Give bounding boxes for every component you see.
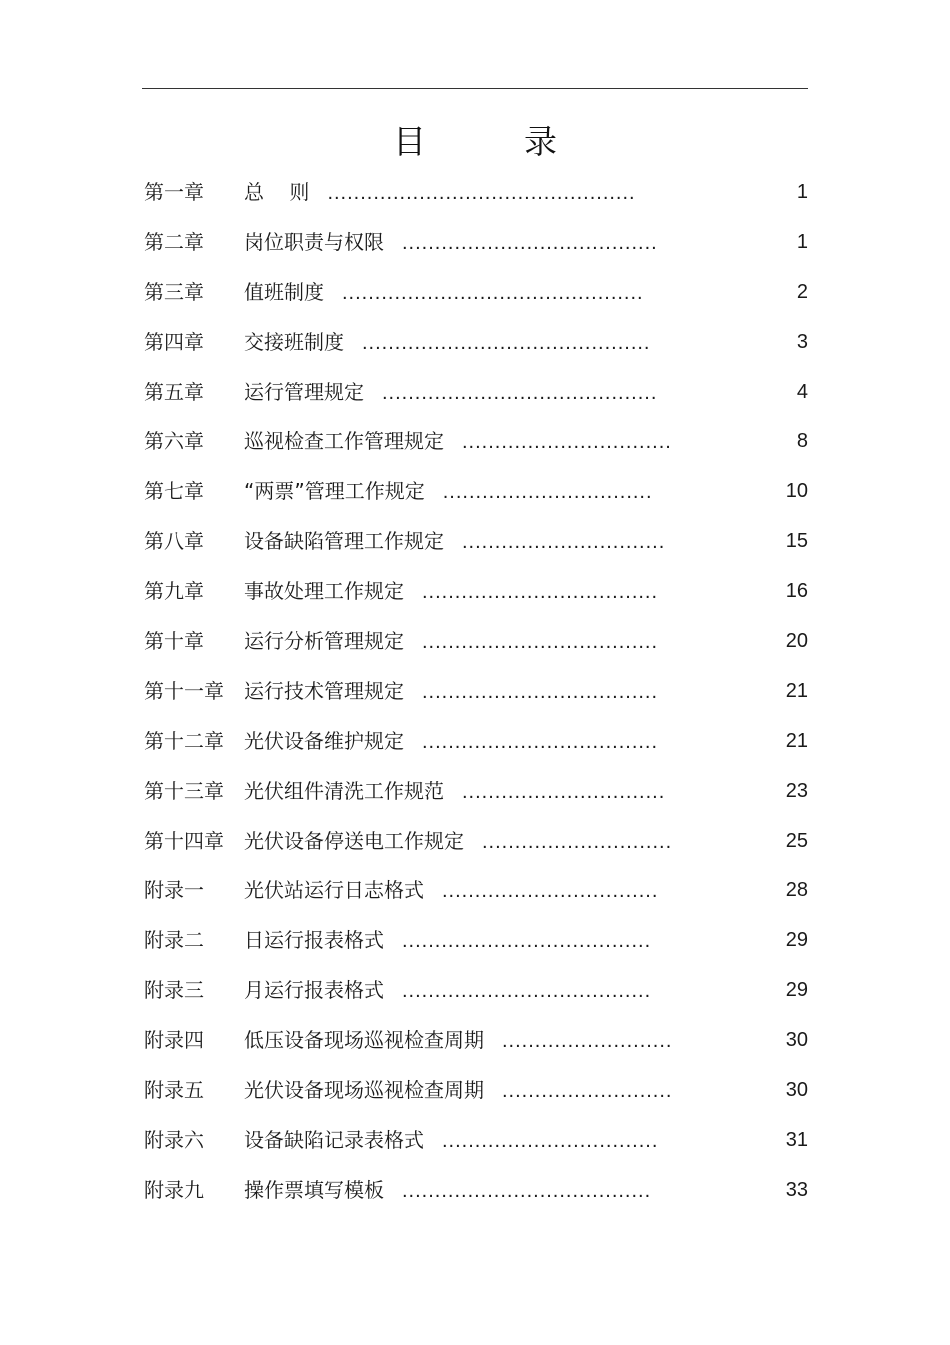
toc-entry-page-number: 16: [785, 580, 808, 603]
toc-entry-title-text: “两票”管理工作规定: [244, 479, 425, 504]
toc-entry-title: [244, 274, 644, 311]
toc-entry[interactable]: [144, 224, 808, 274]
toc-entry-title-text: 操作票填写模板: [244, 1177, 384, 1202]
toc-entry-title-text: 运行分析管理规定: [244, 629, 404, 654]
toc-entry[interactable]: [144, 523, 808, 573]
toc-entry-page-number: 10: [785, 480, 808, 503]
toc-entry-page-number: 21: [785, 729, 808, 752]
toc-entry-page-number: 3: [796, 330, 808, 353]
toc-entry-title: [244, 374, 657, 411]
toc-entry-leader-dots: ....................................: [422, 730, 659, 753]
toc-entry-title-text: 总 则: [244, 180, 310, 204]
toc-entry-title: [244, 1022, 672, 1059]
toc-entry[interactable]: [144, 623, 808, 673]
toc-entry[interactable]: [144, 872, 808, 922]
toc-entry-leader-dots: ................................: [462, 431, 672, 454]
toc-entry-label: 附录九: [144, 1177, 204, 1202]
toc-entry[interactable]: [144, 1072, 808, 1122]
toc-entry-leader-dots: ...............................: [462, 780, 666, 803]
toc-entry-page-number: 15: [785, 530, 808, 553]
toc-entry-title-text: 运行管理规定: [244, 379, 364, 404]
toc-entry-leader-dots: .......................................: [402, 231, 658, 254]
toc-entry-title-text: 日运行报表格式: [244, 928, 384, 953]
toc-entry-title-text: 光伏组件清洗工作规范: [244, 778, 444, 803]
toc-entry-title: [244, 423, 672, 460]
toc-entry-label: 附录五: [144, 1078, 204, 1103]
toc-entry-label: 第十章: [144, 629, 204, 654]
toc-entry-title-text: 交接班制度: [244, 329, 344, 354]
toc-entry-title-text: 低压设备现场巡视检查周期: [244, 1028, 484, 1053]
toc-entry-title: [244, 723, 658, 760]
toc-entry-label: 附录二: [144, 928, 204, 953]
toc-entry-leader-dots: ...............................: [462, 531, 666, 554]
toc-entry-label: 第三章: [144, 279, 204, 304]
toc-entry-title-text: 运行技术管理规定: [244, 678, 404, 703]
toc-entry-label: 附录一: [144, 878, 204, 903]
toc-entry-title-text: 光伏站运行日志格式: [244, 878, 424, 903]
toc-entry-leader-dots: .................................: [442, 1129, 659, 1152]
toc-entry-page-number: 25: [785, 829, 808, 852]
toc-entry-title-text: 月运行报表格式: [244, 978, 384, 1003]
toc-title: [0, 118, 950, 166]
toc-entry-label: 附录四: [144, 1028, 204, 1053]
toc-entry-label: 第六章: [144, 429, 204, 454]
toc-entry[interactable]: [144, 573, 808, 623]
toc-entry-label: 第一章: [144, 180, 204, 204]
toc-entry-title: [244, 872, 658, 909]
toc-entry[interactable]: [144, 1122, 808, 1172]
toc-entry[interactable]: [144, 324, 808, 374]
toc-entry-label: 第九章: [144, 579, 204, 604]
toc-entry-title-text: 设备缺陷记录表格式: [244, 1127, 424, 1152]
toc-entry-leader-dots: ..........................: [502, 1030, 673, 1053]
toc-entry-page-number: 33: [785, 1178, 808, 1201]
toc-entry-title-text: 设备缺陷管理工作规定: [244, 529, 444, 554]
toc-entry-label: 第十一章: [144, 678, 224, 703]
toc-entry-leader-dots: ....................................: [422, 680, 659, 703]
header-rule: [142, 88, 808, 89]
toc-title-char-1: 目: [393, 122, 426, 161]
toc-entry-title-text: 事故处理工作规定: [244, 579, 404, 604]
toc-entry-title-text: 岗位职责与权限: [244, 229, 384, 254]
toc-entry-leader-dots: ..........................................: [382, 381, 658, 404]
toc-entry-title: [244, 972, 651, 1009]
toc-entry[interactable]: [144, 423, 808, 473]
toc-entry-title: [244, 673, 658, 710]
toc-entry-title: [244, 1172, 651, 1209]
toc-entry-label: 附录三: [144, 978, 204, 1003]
toc-entry-page-number: 23: [785, 779, 808, 802]
toc-entry[interactable]: [144, 274, 808, 324]
toc-entry-leader-dots: ................................: [442, 481, 653, 504]
toc-entry-label: 第十二章: [144, 728, 224, 753]
toc-entry-leader-dots: ....................................: [422, 631, 659, 654]
toc-entry-title: [244, 922, 651, 959]
toc-entry-label: 第七章: [144, 479, 204, 504]
toc-entry-page-number: 8: [796, 430, 808, 453]
toc-entry-page-number: 20: [785, 630, 808, 653]
toc-entry[interactable]: [144, 174, 808, 224]
toc-entry-leader-dots: ....................................: [422, 581, 659, 604]
toc-title-char-2: 录: [524, 122, 557, 161]
toc-entry-page-number: 30: [785, 1079, 808, 1102]
toc-entry-label: 第四章: [144, 329, 204, 354]
toc-entry[interactable]: [144, 673, 808, 723]
toc-entry-page-number: 30: [785, 1029, 808, 1052]
toc-entry-title-text: 巡视检查工作管理规定: [244, 429, 444, 454]
toc-entry-leader-dots: .............................: [482, 830, 673, 853]
toc-entry-label: 第八章: [144, 529, 204, 554]
toc-entry[interactable]: [144, 972, 808, 1022]
toc-entry-page-number: 21: [785, 679, 808, 702]
toc-entry-title-text: 光伏设备现场巡视检查周期: [244, 1078, 484, 1103]
toc-entry-title-text: 值班制度: [244, 279, 324, 304]
toc-entry-title: [244, 1072, 672, 1109]
toc-entry-page-number: 29: [785, 929, 808, 952]
toc-entry-title: [244, 523, 665, 560]
toc-entry-label: 第二章: [144, 229, 204, 254]
toc-entry-page-number: 28: [785, 879, 808, 902]
toc-entry-leader-dots: ............................................: [362, 331, 651, 354]
toc-entry-leader-dots: ...............................................: [327, 182, 636, 204]
toc-entry-leader-dots: .................................: [442, 880, 659, 903]
toc-entry-title: [244, 324, 651, 361]
toc-entry-title-text: 光伏设备停送电工作规定: [244, 828, 464, 853]
toc-entry-label: 第十三章: [144, 778, 224, 803]
toc-entry[interactable]: [144, 773, 808, 823]
toc-entry-title: [244, 224, 658, 261]
toc-entry[interactable]: [144, 473, 808, 523]
toc-entry-title: [244, 823, 672, 860]
toc-entry-title-text: 光伏设备维护规定: [244, 728, 404, 753]
toc-entry[interactable]: [144, 374, 808, 424]
toc-entry[interactable]: [144, 922, 808, 972]
toc-entry-label: 第十四章: [144, 828, 224, 853]
toc-entry-title: [244, 1122, 658, 1159]
toc-entry-page-number: 4: [796, 380, 808, 403]
toc-entry-page-number: 1: [796, 181, 808, 203]
toc-entry-leader-dots: ......................................: [402, 930, 652, 953]
toc-entry-label: 第五章: [144, 379, 204, 404]
toc-entry-label: 附录六: [144, 1127, 204, 1152]
toc-entry-title: [244, 623, 658, 660]
toc-entry[interactable]: [144, 823, 808, 873]
toc-entry-page-number: 2: [796, 280, 808, 303]
toc-entry[interactable]: [144, 723, 808, 773]
toc-list: [144, 174, 808, 1222]
toc-entry-leader-dots: ..........................: [502, 1080, 673, 1103]
toc-entry-leader-dots: ......................................: [402, 1179, 652, 1202]
toc-entry[interactable]: [144, 1172, 808, 1222]
toc-entry-title: [244, 573, 658, 610]
toc-entry-page-number: 29: [785, 979, 808, 1002]
toc-entry-leader-dots: ......................................: [402, 980, 652, 1003]
toc-entry-page-number: 1: [796, 230, 808, 253]
toc-entry-title: [244, 773, 665, 810]
toc-entry-leader-dots: ..............................................: [342, 281, 644, 304]
toc-entry-page-number: 31: [785, 1128, 808, 1151]
toc-entry-title: [244, 174, 636, 211]
toc-entry[interactable]: [144, 1022, 808, 1072]
toc-entry-title: [244, 473, 653, 510]
